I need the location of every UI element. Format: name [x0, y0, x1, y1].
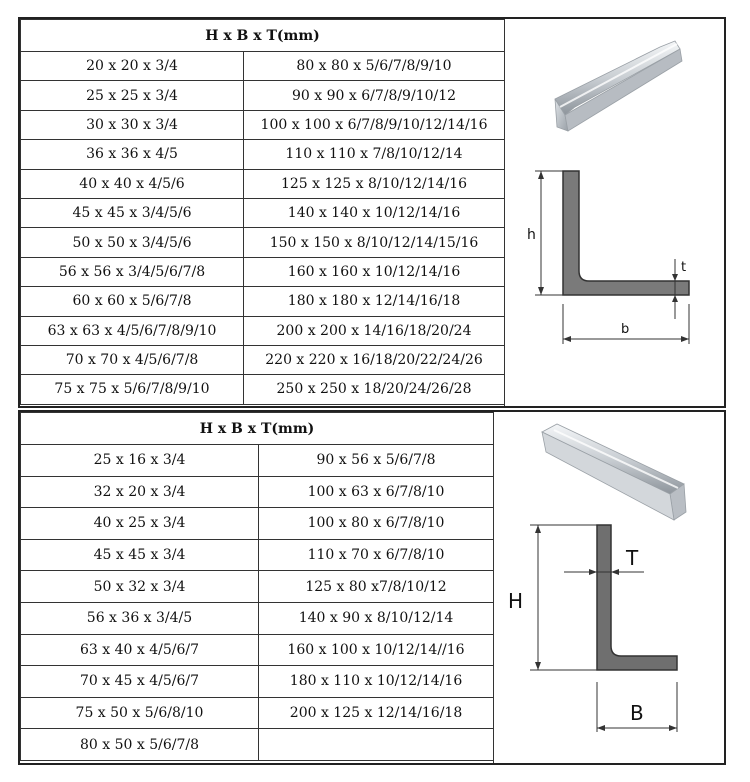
size-cell-right: 110 x 110 x 7/8/10/12/14 [244, 140, 505, 169]
unequal-angle-size-table [20, 412, 494, 761]
size-cell-right: 180 x 110 x 10/12/14/16 [259, 666, 494, 698]
size-cell-right: 80 x 80 x 5/6/7/8/9/10 [244, 52, 505, 81]
size-cell-left: 45 x 45 x 3/4/5/6 [21, 198, 244, 227]
size-cell-right: 90 x 90 x 6/7/8/9/10/12 [244, 81, 505, 110]
unequal-width-label: B [630, 701, 644, 725]
size-cell-left: 50 x 50 x 3/4/5/6 [21, 228, 244, 257]
table-row [21, 445, 494, 477]
equal-width-label: b [621, 322, 630, 337]
size-cell-right: 220 x 220 x 16/18/20/22/24/26 [244, 345, 505, 374]
table-row [21, 345, 505, 374]
table-row [21, 697, 494, 729]
size-cell-left: 56 x 56 x 3/4/5/6/7/8 [21, 257, 244, 286]
unequal-angle-table-header: H x B x T(mm) [21, 413, 494, 445]
size-cell-left: 75 x 50 x 5/6/8/10 [21, 697, 259, 729]
unequal-height-label: H [508, 589, 524, 613]
size-cell-right: 150 x 150 x 8/10/12/14/15/16 [244, 228, 505, 257]
table-row [21, 316, 505, 345]
size-cell-right: 90 x 56 x 5/6/7/8 [259, 445, 494, 477]
table-row [21, 602, 494, 634]
size-cell-left: 80 x 50 x 5/6/7/8 [21, 729, 259, 761]
size-cell-left: 63 x 63 x 4/5/6/7/8/9/10 [21, 316, 244, 345]
size-cell-left: 45 x 45 x 3/4 [21, 539, 259, 571]
equal-angle-panel [18, 17, 726, 408]
size-cell-right: 200 x 200 x 14/16/18/20/24 [244, 316, 505, 345]
table-row [21, 140, 505, 169]
table-row [21, 539, 494, 571]
equal-angle-table-header: H x B x T(mm) [21, 20, 505, 52]
size-cell-left: 25 x 25 x 3/4 [21, 81, 244, 110]
size-cell-right: 250 x 250 x 18/20/24/26/28 [244, 375, 505, 404]
size-cell-right: 100 x 100 x 6/7/8/9/10/12/14/16 [244, 110, 505, 139]
angle-bar-photo-icon [542, 424, 686, 520]
size-cell-right: 100 x 80 x 6/7/8/10 [259, 508, 494, 540]
equal-angle-visual [504, 19, 724, 406]
table-row [21, 476, 494, 508]
table-row [21, 375, 505, 404]
table-row [21, 729, 494, 761]
equal-angle-cross-section-diagram [527, 171, 689, 344]
unequal-angle-panel [18, 410, 726, 765]
table-row [21, 110, 505, 139]
unequal-thickness-label: T [626, 546, 639, 570]
size-cell-left: 70 x 45 x 4/5/6/7 [21, 666, 259, 698]
unequal-angle-table-body [21, 445, 494, 761]
size-cell-left: 25 x 16 x 3/4 [21, 445, 259, 477]
size-cell-right: 100 x 63 x 6/7/8/10 [259, 476, 494, 508]
unequal-angle-illustration [494, 412, 725, 763]
table-row [21, 257, 505, 286]
size-cell-right: 180 x 180 x 12/14/16/18 [244, 287, 505, 316]
size-cell-right [259, 729, 494, 761]
equal-angle-table-body [21, 52, 505, 405]
size-cell-left: 63 x 40 x 4/5/6/7 [21, 634, 259, 666]
table-row [21, 81, 505, 110]
size-cell-left: 30 x 30 x 3/4 [21, 110, 244, 139]
size-cell-right: 125 x 125 x 8/10/12/14/16 [244, 169, 505, 198]
equal-angle-illustration [505, 19, 725, 406]
size-cell-right: 110 x 70 x 6/7/8/10 [259, 539, 494, 571]
unequal-angle-visual [493, 412, 724, 763]
table-row [21, 198, 505, 227]
size-cell-left: 50 x 32 x 3/4 [21, 571, 259, 603]
table-row [21, 571, 494, 603]
size-cell-left: 40 x 25 x 3/4 [21, 508, 259, 540]
equal-angle-size-table [20, 19, 505, 405]
size-cell-right: 125 x 80 x7/8/10/12 [259, 571, 494, 603]
size-cell-right: 160 x 160 x 10/12/14/16 [244, 257, 505, 286]
table-row [21, 169, 505, 198]
size-cell-left: 60 x 60 x 5/6/7/8 [21, 287, 244, 316]
angle-bar-photo-icon [555, 41, 682, 131]
table-row [21, 228, 505, 257]
size-cell-left: 75 x 75 x 5/6/7/8/9/10 [21, 375, 244, 404]
table-row [21, 287, 505, 316]
size-cell-left: 32 x 20 x 3/4 [21, 476, 259, 508]
size-cell-left: 20 x 20 x 3/4 [21, 52, 244, 81]
size-cell-left: 56 x 36 x 3/4/5 [21, 602, 259, 634]
equal-thickness-label: t [681, 260, 687, 275]
unequal-angle-cross-section-diagram [508, 525, 677, 732]
table-row [21, 508, 494, 540]
size-cell-right: 140 x 90 x 8/10/12/14 [259, 602, 494, 634]
table-row [21, 634, 494, 666]
size-cell-left: 70 x 70 x 4/5/6/7/8 [21, 345, 244, 374]
size-cell-right: 140 x 140 x 10/12/14/16 [244, 198, 505, 227]
table-row [21, 666, 494, 698]
size-cell-left: 40 x 40 x 4/5/6 [21, 169, 244, 198]
size-cell-right: 200 x 125 x 12/14/16/18 [259, 697, 494, 729]
table-row [21, 52, 505, 81]
size-cell-right: 160 x 100 x 10/12/14//16 [259, 634, 494, 666]
size-cell-left: 36 x 36 x 4/5 [21, 140, 244, 169]
equal-height-label: h [527, 227, 536, 243]
